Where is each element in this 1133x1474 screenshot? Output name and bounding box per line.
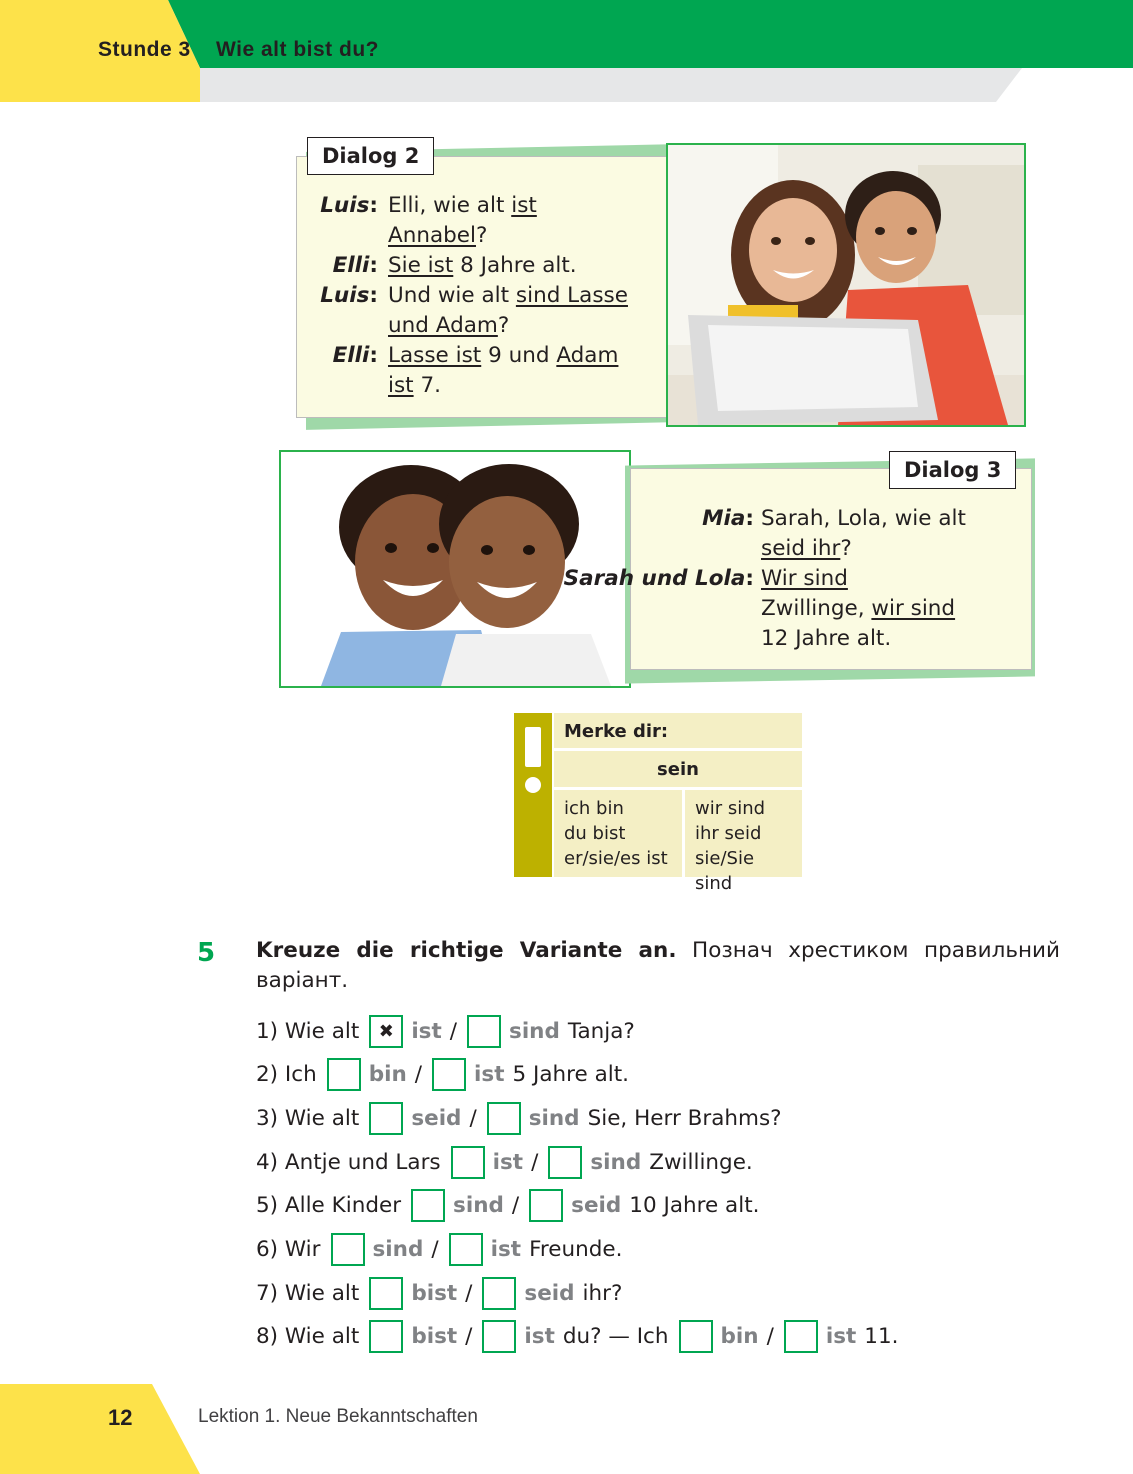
dialog2-line: Elli, wie alt ist bbox=[388, 193, 537, 218]
item-text: 8) Wie alt bbox=[256, 1324, 360, 1350]
item-text: Zwillinge. bbox=[649, 1149, 753, 1175]
dialog3-line: seid ihr? bbox=[761, 536, 852, 561]
dialog2-speaker: Luis: bbox=[320, 283, 378, 308]
item-text: 10 Jahre alt. bbox=[629, 1193, 760, 1219]
item-text: 6) Wir bbox=[256, 1237, 321, 1262]
dialog2-speaker: Elli: bbox=[332, 343, 378, 368]
lesson-label: Stunde 3 bbox=[98, 38, 191, 61]
dialog2-line: Annabel? bbox=[388, 223, 488, 248]
answer-option: sind bbox=[509, 1018, 560, 1044]
item-text: / bbox=[431, 1237, 439, 1262]
dialog2-line: Lasse ist 9 und Adam bbox=[388, 343, 619, 368]
answer-option: bin bbox=[720, 1324, 759, 1350]
exercise-item bbox=[256, 1101, 790, 1135]
dialog3-tab: Dialog 3 bbox=[889, 451, 1016, 489]
item-text: 2) Ich bbox=[256, 1062, 317, 1088]
dialog2-speaker: Luis: bbox=[320, 193, 378, 218]
exercise-item bbox=[256, 1233, 630, 1267]
item-text: / bbox=[465, 1324, 473, 1350]
item-text: Freunde. bbox=[529, 1237, 623, 1262]
item-text: 11. bbox=[864, 1324, 899, 1350]
item-text: 4) Antje und Lars bbox=[256, 1149, 441, 1175]
item-text: Tanja? bbox=[567, 1018, 635, 1044]
answer-checkbox[interactable] bbox=[411, 1189, 445, 1222]
answer-option: sind bbox=[372, 1237, 424, 1262]
item-text: 7) Wie alt bbox=[256, 1280, 360, 1306]
answer-option: sind bbox=[453, 1193, 504, 1219]
answer-checkbox[interactable] bbox=[331, 1233, 365, 1266]
answer-option: seid bbox=[411, 1105, 462, 1131]
merke-title-cell bbox=[554, 713, 802, 748]
exercise-item bbox=[256, 1189, 767, 1223]
answer-checkbox[interactable] bbox=[487, 1102, 521, 1135]
answer-checkbox[interactable] bbox=[369, 1015, 403, 1048]
answer-checkbox[interactable] bbox=[432, 1058, 466, 1091]
answer-checkbox[interactable] bbox=[679, 1320, 713, 1353]
conjugation-ich: ich bin bbox=[564, 798, 624, 819]
photo-children-laptop bbox=[666, 143, 1026, 427]
conjugation-du: du bist bbox=[564, 823, 626, 844]
answer-option: ist bbox=[474, 1062, 505, 1088]
answer-checkbox[interactable] bbox=[482, 1320, 516, 1353]
dialog2-line: Und wie alt sind Lasse bbox=[388, 283, 628, 308]
answer-checkbox[interactable] bbox=[327, 1058, 361, 1091]
answer-option: sind bbox=[528, 1105, 580, 1131]
answer-checkbox[interactable] bbox=[548, 1146, 582, 1179]
dialog3-line: Sarah, Lola, wie alt bbox=[761, 506, 966, 531]
answer-option: seid bbox=[571, 1193, 622, 1219]
answer-option: ist bbox=[825, 1324, 857, 1350]
merke-title: Merke dir: bbox=[564, 721, 669, 742]
conjugation-er-sie-es: er/sie/es ist bbox=[564, 848, 668, 869]
answer-checkbox[interactable] bbox=[467, 1015, 501, 1048]
exercise-item bbox=[256, 1145, 761, 1179]
item-text: 1) Wie alt bbox=[256, 1018, 360, 1044]
answer-option: bin bbox=[368, 1062, 407, 1088]
dialog2-tab: Dialog 2 bbox=[307, 137, 434, 175]
dialog3-line: Wir sind bbox=[761, 566, 848, 591]
cross-mark-icon: ✖ bbox=[378, 1020, 394, 1042]
answer-checkbox[interactable] bbox=[369, 1320, 403, 1353]
answer-option: seid bbox=[524, 1280, 575, 1306]
answer-checkbox[interactable] bbox=[451, 1146, 485, 1179]
answer-checkbox[interactable] bbox=[369, 1277, 403, 1310]
merke-right-cell bbox=[685, 790, 802, 894]
conjugation-ihr: ihr seid bbox=[695, 823, 762, 844]
exercise-number: 5 bbox=[197, 938, 216, 968]
dialog2-line: Sie ist 8 Jahre alt. bbox=[388, 253, 577, 278]
answer-option: bist bbox=[411, 1280, 458, 1306]
dialog3-speaker: Mia: bbox=[702, 506, 754, 531]
merke-verb-cell bbox=[554, 751, 802, 787]
answer-option: ist bbox=[492, 1149, 524, 1175]
dialog3-line: Zwillinge, wir sind bbox=[761, 596, 956, 621]
item-text: 3) Wie alt bbox=[256, 1105, 360, 1131]
page-number: 12 bbox=[108, 1405, 133, 1430]
instruction-ukrainian: Познач хрестиком правильний варіант. bbox=[256, 938, 1060, 993]
exclamation-icon bbox=[525, 727, 541, 767]
item-text: / bbox=[414, 1062, 423, 1088]
exercise-instruction bbox=[256, 936, 1060, 996]
page-title: Wie alt bist du? bbox=[216, 38, 379, 61]
photo-children-laptop-image bbox=[668, 145, 1024, 425]
exclamation-bar bbox=[514, 713, 552, 877]
exercise-item bbox=[256, 1058, 637, 1092]
dialog2-speaker: Elli: bbox=[332, 253, 378, 278]
item-text: 5 Jahre alt. bbox=[512, 1062, 629, 1088]
footer-lesson-title: Lektion 1. Neue Bekanntschaften bbox=[198, 1406, 478, 1427]
exercise-item bbox=[256, 1276, 630, 1310]
answer-option: ist bbox=[524, 1324, 555, 1350]
dialog2-line: ist 7. bbox=[388, 373, 441, 398]
answer-checkbox[interactable] bbox=[449, 1233, 483, 1266]
item-text: Sie, Herr Brahms? bbox=[587, 1105, 782, 1131]
item-text: / bbox=[449, 1018, 458, 1044]
conjugation-wir: wir sind bbox=[695, 798, 766, 819]
dialog3-speaker: Sarah und Lola: bbox=[563, 566, 754, 591]
instruction-german: Kreuze die richtige Variante an. bbox=[256, 938, 677, 963]
item-text: du? — Ich bbox=[562, 1324, 669, 1350]
merke-left-cell bbox=[554, 790, 682, 877]
item-text: 5) Alle Kinder bbox=[256, 1193, 402, 1219]
item-text: / bbox=[465, 1280, 473, 1306]
exercise-item bbox=[256, 1320, 907, 1354]
item-text: / bbox=[511, 1193, 520, 1219]
item-text: ihr? bbox=[582, 1280, 623, 1306]
answer-option: sind bbox=[590, 1149, 642, 1175]
item-text: / bbox=[766, 1324, 774, 1350]
merke-verb: sein bbox=[657, 759, 699, 780]
answer-option: bist bbox=[411, 1324, 458, 1350]
header-gray-band bbox=[198, 68, 1022, 102]
dialog2-line: und Adam? bbox=[388, 313, 510, 338]
answer-checkbox[interactable] bbox=[529, 1189, 563, 1222]
answer-checkbox[interactable] bbox=[482, 1277, 516, 1310]
merke-dir-table bbox=[514, 713, 802, 894]
exercise-item bbox=[256, 1014, 643, 1048]
item-text: / bbox=[531, 1149, 539, 1175]
dialog3-line: 12 Jahre alt. bbox=[761, 626, 892, 651]
footer-yellow-tab bbox=[0, 1384, 200, 1474]
answer-option: ist bbox=[411, 1018, 442, 1044]
exclamation-dot-icon bbox=[525, 777, 541, 793]
answer-option: ist bbox=[490, 1237, 522, 1262]
conjugation-sie-plural: sie/Sie sind bbox=[695, 848, 755, 894]
answer-checkbox[interactable] bbox=[369, 1102, 403, 1135]
item-text: / bbox=[469, 1105, 477, 1131]
answer-checkbox[interactable] bbox=[784, 1320, 818, 1353]
